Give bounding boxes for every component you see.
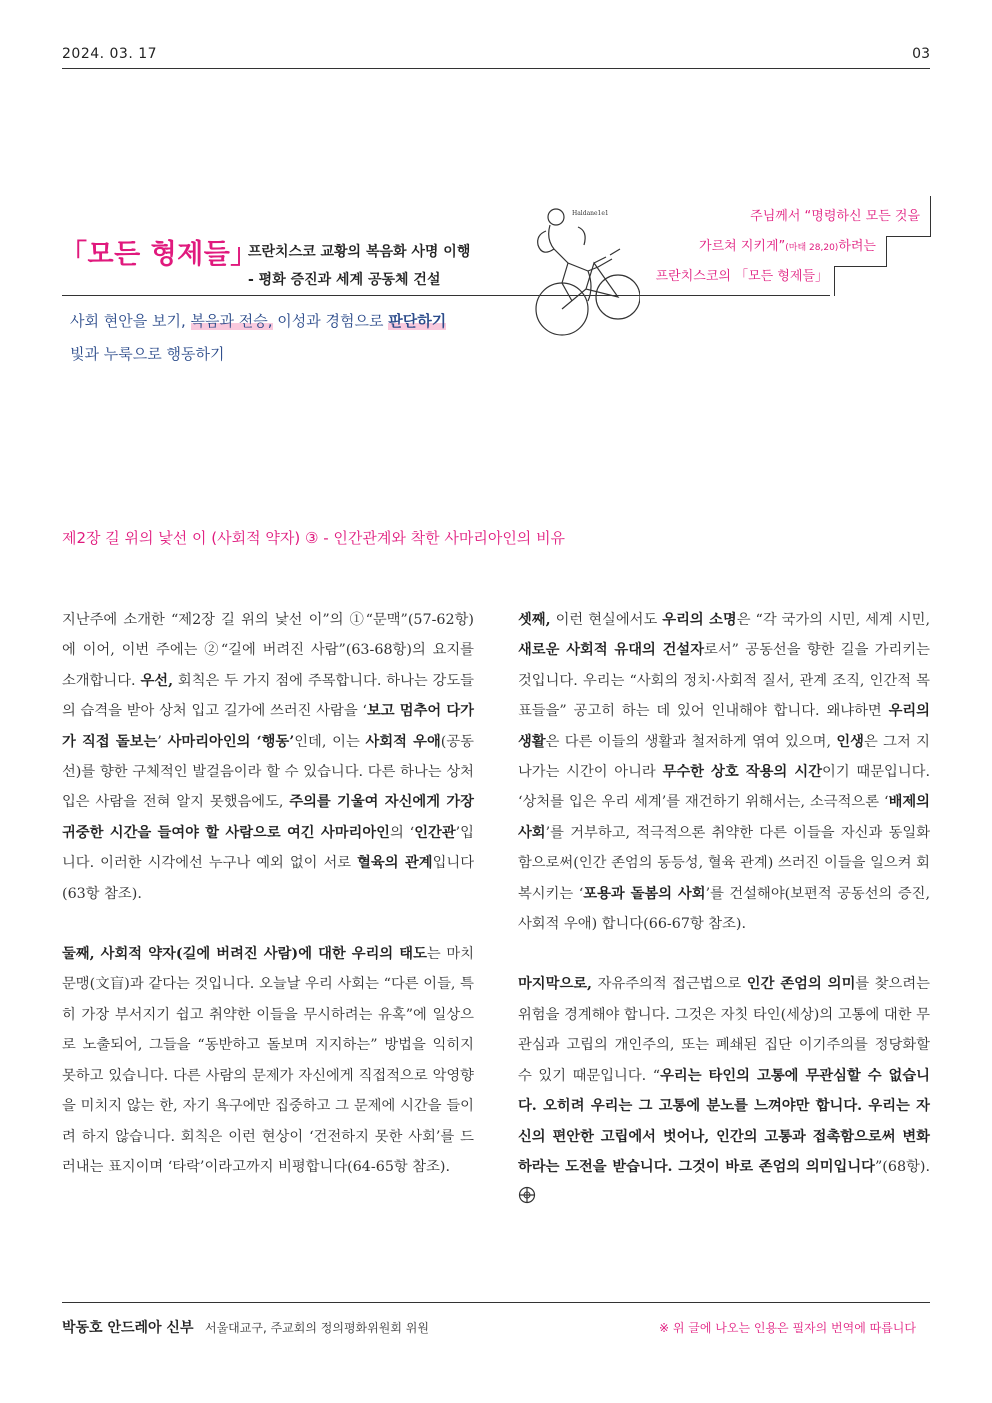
quote-line3: 프란치스코의 「모든 형제들」 bbox=[655, 269, 828, 284]
paragraph-3 bbox=[518, 605, 930, 939]
emphasis: 주의를 기울여 자신에게 가장 귀중한 시간을 들여야 할 사람으로 여긴 사마리아인 bbox=[62, 794, 474, 841]
series-subtitle-line2: - 평화 증진과 세계 공동체 건설 bbox=[248, 272, 441, 288]
quote-line2 bbox=[699, 235, 876, 254]
emphasis: 둘째, 사회적 약자 bbox=[62, 946, 176, 963]
series-subtitle-line1: 프란치스코 교황의 복음화 사명 이행 bbox=[248, 244, 471, 260]
cyclist-illustration bbox=[528, 205, 640, 345]
issue-date: 2024. 03. 17 bbox=[62, 46, 158, 62]
text-run: 은 그저 지나가는 시간이 아니라 bbox=[518, 733, 930, 781]
end-mark-icon bbox=[518, 1186, 536, 1204]
footer-divider bbox=[62, 1302, 930, 1303]
paragraph-gap bbox=[62, 909, 474, 939]
emphasis: 무수한 상호 작용의 시간 bbox=[662, 764, 823, 781]
body-column-left bbox=[62, 605, 474, 1182]
text-run: 은 다른 이들의 생활과 철저하게 엮여 있으며, bbox=[545, 733, 837, 750]
translation-note: ※ 위 글에 나오는 인용은 필자의 번역에 따릅니다 bbox=[658, 1321, 916, 1335]
stair-horizontal-2 bbox=[834, 266, 887, 267]
quote-line1: 주님께서 “명령하신 모든 것을 bbox=[750, 209, 920, 224]
emphasis: 인간관 bbox=[414, 824, 456, 841]
paragraph-1 bbox=[62, 605, 474, 909]
emphasis: 포용과 돌봄의 사회 bbox=[583, 885, 706, 902]
tagline-highlight-1: 복음과 전승, bbox=[190, 312, 273, 330]
text-run: ’ bbox=[157, 733, 168, 750]
tagline-line2: 빛과 누룩으로 행동하기 bbox=[70, 345, 225, 363]
emphasis: 우리의 생활 bbox=[518, 703, 930, 750]
emphasis: 혈육의 관계 bbox=[357, 855, 433, 872]
text-run: ’를 건설해야(보편적 공동선의 증진, 사회적 우애) 합니다(66-67항 참조). bbox=[518, 885, 930, 933]
author-role: 서울대교구, 주교회의 정의평화위원회 위원 bbox=[205, 1321, 429, 1335]
tagline-part2: 이성과 경험으로 bbox=[272, 312, 389, 330]
quote-line2-end: 하려는 bbox=[838, 239, 876, 254]
emphasis: (길에 버려진 사람) bbox=[175, 946, 299, 963]
emphasis: 우리의 소명 bbox=[662, 612, 737, 628]
paragraph-4 bbox=[518, 969, 930, 1212]
paragraph-gap bbox=[518, 939, 930, 969]
text-run: 자유주의적 접근법으로 bbox=[592, 976, 747, 993]
emphasis: 셋째, bbox=[518, 612, 551, 628]
emphasis: 우리는 타인의 고통에 무관심할 수 없습니다. 오히려 우리는 그 고통에 분노를 느껴야만 합니다. 우리는 자신의 편안한 고립에서 벗어나, 인간의 고통과 접촉함으로써 변화하라는 도전을 받습니다. 그것이 바로 존엄의 의미입니다 bbox=[518, 1067, 930, 1175]
emphasis: 사회적 우애 bbox=[365, 733, 441, 750]
illustration-caption: Haldane1e1 bbox=[572, 210, 609, 217]
tagline-line1 bbox=[70, 310, 446, 331]
text-run: ’를 거부하고, 적극적으론 취약한 다른 이들을 자신과 동일화함으로써(인간 존엄의 동등성, 혈육 관계) 쓰러진 이들을 일으켜 회복시키는 ‘ bbox=[518, 824, 930, 902]
text-run: 이런 현실에서도 bbox=[550, 612, 663, 628]
text-run: 를 찾으려는 위험을 경계해야 합니다. 그것은 자칫 타인(세상)의 고통에 대한 무관심과 고립의 개인주의, 또는 폐쇄된 집단 이기주의를 정당화할 수 있기 때문입니다. “ bbox=[518, 976, 930, 1084]
text-run: 는 마치 문맹(文盲)과 같다는 것입니다. 오늘날 우리 사회는 “다른 이들, 특히 가장 부서지기 쉽고 취약한 이들을 무시하려는 유혹”에 일상으로 노출되어, 그들을 “동반하고 돌보며 지지하는” 방법을 익히지 못하고 있습니다. 다른 사람의 문제가 자신에게 직접적으로 악영향을 미치지 않는 한, 자기 욕구에만 집중하고 그 문제에 시간을 들이려 하지 않습니다. 회칙은 이런 현상이 ‘건전하지 못한 사회’를 드러내는 표지이며 ‘타락’이라고까지 비평합니다(64-65항 참조). bbox=[62, 946, 475, 1175]
stair-horizontal-1 bbox=[886, 236, 931, 237]
series-title: 「모든 형제들」 bbox=[60, 239, 258, 270]
tagline-highlight-2: 판단하기 bbox=[388, 312, 447, 330]
emphasis: 에 대한 우리의 태도 bbox=[298, 946, 427, 963]
emphasis: 인간 존엄의 의미 bbox=[746, 976, 856, 993]
emphasis: 마지막으로, bbox=[518, 976, 593, 993]
author-name: 박동호 안드레아 신부 bbox=[62, 1320, 194, 1336]
paragraph-2 bbox=[62, 939, 474, 1182]
emphasis: 보고 멈추어 다가가 직접 돌보는 bbox=[62, 703, 474, 750]
text-run: 입니다(63항 참조). bbox=[62, 855, 475, 902]
body-column-right bbox=[518, 605, 930, 1213]
tagline-part1: 사회 현안을 보기, bbox=[70, 312, 191, 330]
quote-line2-main: 가르쳐 지키게” bbox=[699, 239, 786, 254]
text-run: 로서” 공동선을 향한 길을 가리키는 것입니다. 우리는 “사회의 정치·사회적 질서, 관계 조직, 인간적 목표들을” 공고히 하는 데 있어 인내해야 합니다. 왜냐하면 bbox=[518, 642, 930, 720]
text-run: (공동선)를 향한 구체적인 발걸음이라 할 수 있습니다. 다른 하나는 상처 입은 사람을 전혀 알지 못했음에도, bbox=[62, 733, 474, 811]
quote-reference: (마태 28,20) bbox=[785, 243, 839, 253]
emphasis: 인생 bbox=[836, 733, 864, 750]
header-divider bbox=[62, 68, 930, 69]
chapter-heading: 제2장 길 위의 낯선 이 (사회적 약자) ③ - 인간관계와 착한 사마리아인의 비유 bbox=[62, 529, 566, 547]
stair-vertical-3 bbox=[834, 266, 835, 296]
page-number: 03 bbox=[912, 46, 930, 62]
text-run: ’입니다. 이러한 시각에선 누구나 예외 없이 서로 bbox=[62, 824, 474, 872]
stair-vertical-2 bbox=[886, 236, 887, 266]
text-run: ”(68항). bbox=[874, 1158, 930, 1175]
title-divider bbox=[62, 295, 830, 296]
emphasis: 사마리아인의 ‘행동’ bbox=[167, 733, 295, 750]
text-run: 인데, 이는 bbox=[294, 733, 366, 750]
emphasis: 우선, bbox=[140, 672, 174, 689]
text-run: 지난주에 소개한 “제2장 길 위의 낯선 이”의 ①“문맥”(57-62항)에 이어, 이번 주에는 ②“길에 버려진 사람”(63-68항)의 요지를 소개합니다. bbox=[62, 612, 474, 689]
text-run: 이기 때문입니다. ‘상처를 입은 우리 세계’를 재건하기 위해서는, 소극적으론 ‘ bbox=[518, 764, 930, 811]
text-run: 은 “각 국가의 시민, 세계 시민, bbox=[736, 612, 931, 628]
emphasis: 배제의 사회 bbox=[518, 794, 930, 841]
series-subtitle bbox=[248, 238, 470, 294]
text-run: 의 ‘ bbox=[389, 824, 415, 841]
stair-vertical-1 bbox=[930, 196, 931, 236]
emphasis: 새로운 사회적 유대의 건설자 bbox=[518, 642, 705, 659]
text-run: 회칙은 두 가지 점에 주목합니다. 하나는 강도들의 습격을 받아 상처 입고 길가에 쓰러진 사람을 ‘ bbox=[62, 672, 474, 720]
